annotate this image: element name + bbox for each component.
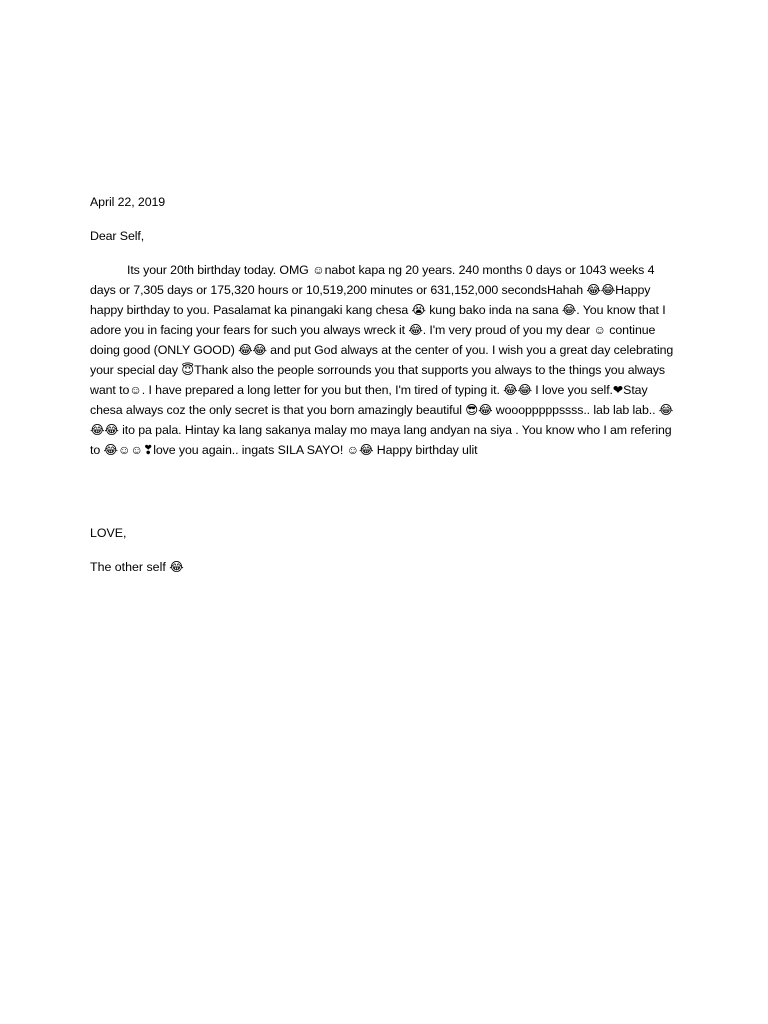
letter-date: April 22, 2019 [90, 195, 166, 209]
letter-signature: The other self 😂 [90, 560, 184, 574]
letter-salutation: Dear Self, [90, 229, 145, 243]
letter-content [90, 192, 680, 460]
letter-body-paragraph: Its your 20th birthday today. OMG ☺nabot kapa ng 20 years. 240 months 0 days or 1043 weeks 4 days or 7,305 days or 175,320 hours or 10,519,200 minutes or 631,152,000 secondsHahah 😂😂Happy happy birthday to you. Pasalamat ka pinangaki kang chesa 😭 kung bako inda na sana 😂. You know that I adore you in facing your fears for such you always wreck it 😂. I'm very proud of you my dear ☺ continue doing good (ONLY GOOD) 😂😂 and put God always at the center of you. I wish you a great day celebrating your special day 😇Thank also the people sorrounds you that supports you always to the things you always want to☺. I have prepared a long letter for you but then, I'm tired of typing it. 😂😂 I love you self.❤Stay chesa always coz the only secret is that you born amazingly beautiful 😎😂 wooopppppssss.. lab lab lab.. 😂😂😂 ito pa pala. Hintay ka lang sakanya malay mo maya lang andyan na siya . You know who I am refering to 😂☺☺❣love you again.. ingats SILA SAYO! ☺😂 Happy birthday ulit [90, 263, 674, 457]
letter-closing: LOVE, [90, 526, 127, 540]
